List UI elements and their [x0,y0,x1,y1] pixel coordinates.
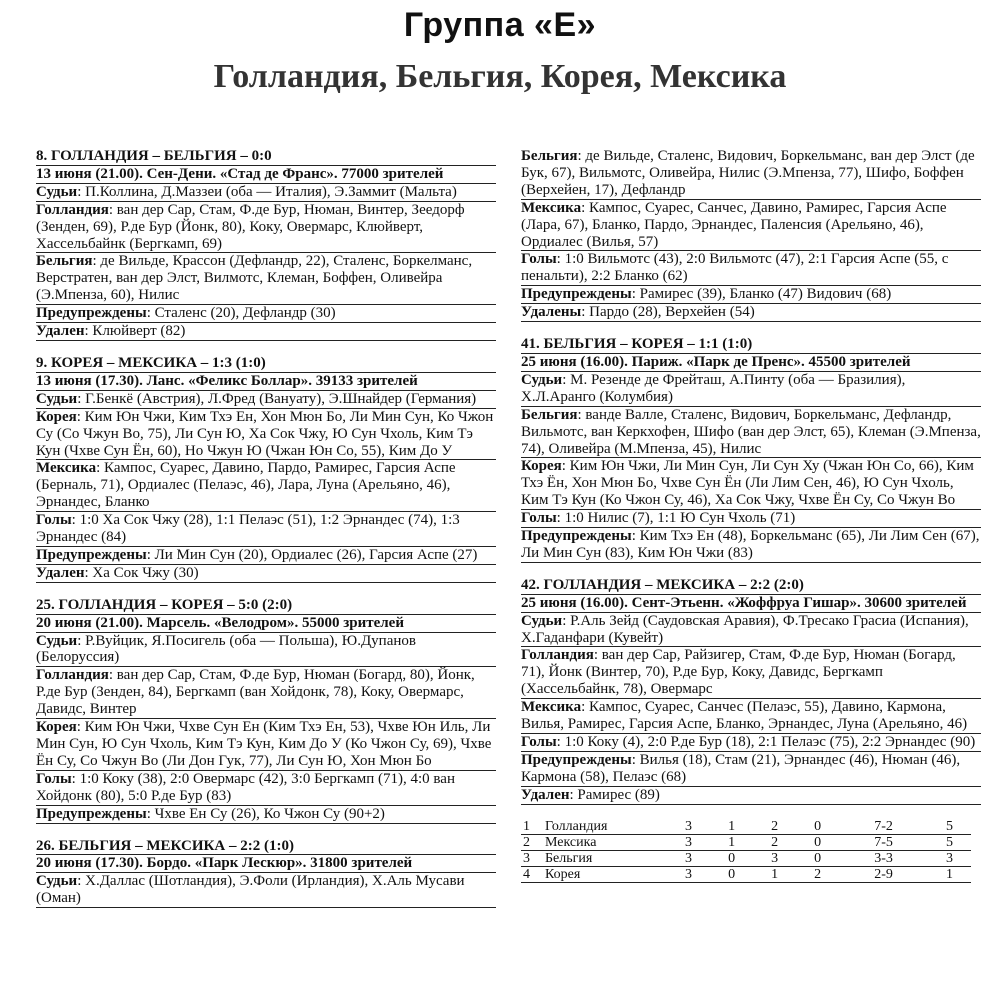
line-label: Голландия [36,201,109,218]
match-header: 25. ГОЛЛАНДИЯ – КОРЕЯ – 5:0 (2:0) [36,597,496,615]
standings-row [521,850,971,866]
match-line [36,323,496,341]
page-title: Группа «Е» [403,6,597,44]
standings-cell: 3 [753,850,796,866]
match-line [36,253,496,305]
line-label: Удален [36,323,85,340]
match-venue: 20 июня (17.30). Бордо. «Парк Лескюр». 31800 зрителей [36,855,496,873]
standings-cell: 1 [710,834,753,850]
standings-cell: 0 [710,850,753,866]
match-line [521,148,981,200]
match-line [521,200,981,252]
line-text: : Клюйверт (82) [84,323,186,340]
match-line [36,305,496,323]
standings-cell: 2-9 [839,866,928,882]
line-text: : Рамирес (89) [569,786,660,803]
standings-cell: 1 [521,819,543,835]
line-text: : Р.Вуйцик, Я.Посигель (оба — Польша), Ю.Дупанов (Белоруссия) [36,632,416,666]
line-text: : 1:0 Ха Сок Чжу (28), 1:1 Пелаэс (51), 1:2 Эрнандес (74), 1:3 Эрнандес (84) [36,512,460,546]
standings-table [521,819,971,883]
line-text: : Чхве Ен Су (26), Ко Чжон Су (90+2) [146,805,385,822]
match-header: 8. ГОЛЛАНДИЯ – БЕЛЬГИЯ – 0:0 [36,148,496,166]
match-line [36,806,496,824]
standings-cell: 3 [667,850,710,866]
standings-row [521,819,971,835]
match-line [36,202,496,254]
line-text: : Ким Юн Чжи, Ли Мин Сун, Ли Сун Ху (Чжан Юн Со, 66), Ким Тхэ Ён, Хон Мюн Бо, Чхве Сун Ён (Ли Лим Сен, 46), Ю Сун Чхоль, Ким Тэ Кун (Ко Чжон Су, 46), Ха Сок Чжу, Чхве Ён Су, Со Чжун Во [521,458,974,509]
line-text: : Сталенс (20), Дефландр (30) [146,305,336,322]
line-text: : Вилья (18), Стам (21), Эрнандес (46), Нюман (46), Кармона (58), Пелаэс (68) [521,751,961,785]
line-label: Голы [36,512,72,529]
match-header: 9. КОРЕЯ – МЕКСИКА – 1:3 (1:0) [36,355,496,373]
standings-row [521,834,971,850]
standings-cell: 7-5 [839,834,928,850]
line-text: : де Вильде, Сталенс, Видович, Боркельманс, ван дер Элст (де Бук, 67), Вильмотс, Оливейра, Нилис (Э.Мпенза, 77), Шифо, Боффен (Верхейен, 17), Дефландр [521,148,975,198]
match-venue: 20 июня (21.00). Марсель. «Велодром». 55000 зрителей [36,615,496,633]
line-label: Бельгия [36,253,93,270]
line-text: : Кампос, Суарес, Санчес (Пелаэс, 55), Давино, Кармона, Вилья, Рамирес, Гарсия Аспе, Бланко, Эрнандес, Луна (Арельяно, 46) [521,699,968,733]
match-line [36,565,496,583]
match-block [521,148,981,322]
line-text: : М. Резенде де Фрейташ, А.Пинту (оба — Бразилия), Х.Л.Аранго (Колумбия) [521,371,906,405]
match-line [521,458,981,510]
match-line [36,409,496,461]
match-block [521,577,981,805]
line-label: Предупреждены [36,305,147,322]
line-text: : Кампос, Суарес, Санчес, Давино, Рамирес, Гарсия Аспе (Лара, 67), Бланко, Пардо, Эрнандес, Паленсия (Арельяно, 46), Ордиалес (Вилья, 57) [521,199,947,250]
standings-cell: Голландия [543,819,667,835]
line-text: : 1:0 Коку (4), 2:0 Р.де Бур (18), 2:1 Пелаэс (75), 2:2 Эрнандес (90) [556,734,976,750]
match-line [521,251,981,286]
match-venue: 13 июня (21.00). Сен-Дени. «Стад де Франс». 77000 зрителей [36,166,496,184]
line-text: : Х.Даллас (Шотландия), Э.Фоли (Ирландия), Х.Аль Мусави (Оман) [36,873,465,907]
line-label: Голы [36,770,72,787]
standings-cell: 3 [667,834,710,850]
standings-cell: Мексика [543,834,667,850]
match-venue: 25 июня (16.00). Париж. «Парк де Пренс». 45500 зрителей [521,354,981,372]
standings-cell: 0 [796,834,839,850]
left-column [36,148,496,922]
match-line [521,528,981,563]
match-line [36,667,496,719]
line-label: Судьи [36,632,78,649]
page-subtitle: Голландия, Бельгия, Корея, Мексика [213,58,787,95]
standings-cell: 2 [796,866,839,882]
match-line [36,391,496,409]
match-line [36,184,496,202]
match-line [36,719,496,771]
match-line [36,873,496,908]
standings-cell: Корея [543,866,667,882]
line-text: : Кампос, Суарес, Давино, Пардо, Рамирес, Гарсия Аспе (Берналь, 71), Ордиалес (Пелаэс, 46), Лара, Луна (Арельяно, 46), Эрнандес, Бланко [36,460,456,511]
line-text: : Ким Тхэ Ен (48), Боркельманс (65), Ли Лим Сен (67), Ли Мин Сун (83), Ким Юн Чжи (83) [521,528,980,561]
line-label: Судьи [36,183,78,200]
standings-cell: 3 [521,850,543,866]
line-text: : де Вильде, Крассон (Дефландр, 22), Сталенс, Боркелманс, Верстратен, ван дер Элст, Вилмотс, Клеман, Боффен, Оливейра (Э.Мпенза, 60), Нилис [36,253,473,304]
standings-cell: 3 [928,850,971,866]
line-label: Бельгия [521,406,578,423]
match-line [521,699,981,734]
match-line [521,647,981,699]
line-text: : Ким Юн Чжи, Ким Тхэ Ен, Хон Мюн Бо, Ли Мин Сун, Ко Чжон Су (Со Чжун Во, 75), Ли Сун Ю, Ха Сок Чжу, Ю Сун Чхоль, Ким Тэ Кун (Чхве Сун Ён, 60), Но Чжун Ю (Чжан Юн Со, 55), Ким До У [36,408,494,459]
standings-cell: 1 [753,866,796,882]
line-text: : Рамирес (39), Бланко (47) Видович (68) [631,286,892,303]
match-header: 42. ГОЛЛАНДИЯ – МЕКСИКА – 2:2 (2:0) [521,577,981,595]
line-text: : Г.Бенкё (Австрия), Л.Фред (Вануату), Э.Шнайдер (Германия) [77,390,477,407]
standings-cell: 4 [521,866,543,882]
line-text: : 1:0 Нилис (7), 1:1 Ю Сун Чхоль (71) [556,510,796,527]
standings-cell: 0 [710,866,753,882]
line-label: Мексика [521,699,582,716]
match-line [521,407,981,459]
line-label: Удалены [521,304,582,321]
line-label: Судьи [36,390,78,407]
match-venue: 13 июня (17.30). Ланс. «Феликс Боллар». 39133 зрителей [36,373,496,391]
line-label: Удален [521,786,570,803]
standings-cell: 2 [753,834,796,850]
line-label: Предупреждены [36,805,147,822]
match-block [521,336,981,563]
standings-cell: 7-2 [839,819,928,835]
match-block [36,597,496,824]
line-label: Предупреждены [521,286,632,303]
standings-cell: 5 [928,819,971,835]
line-text: : Р.Аль Зейд (Саудовская Аравия), Ф.Тресако Грасиа (Испания), Х.Гаданфари (Кувейт) [521,612,969,646]
standings-cell: 0 [796,819,839,835]
line-label: Корея [36,719,77,736]
line-text: : П.Коллина, Д.Маззеи (оба — Италия), Э.Заммит (Мальта) [77,183,457,200]
match-line [521,510,981,528]
line-label: Корея [36,408,77,425]
line-label: Бельгия [521,148,578,164]
line-text: : Ли Мин Сун (20), Ордиалес (26), Гарсия Аспе (27) [146,546,478,563]
match-header: 26. БЕЛЬГИЯ – МЕКСИКА – 2:2 (1:0) [36,838,496,856]
match-block [36,148,496,341]
line-text: : Ха Сок Чжу (30) [84,564,199,581]
line-label: Предупреждены [521,528,632,545]
standings-cell: 1 [710,819,753,835]
match-block [36,355,496,583]
standings-cell: Бельгия [543,850,667,866]
line-label: Судьи [521,371,563,388]
line-label: Предупреждены [521,751,632,768]
line-label: Судьи [36,873,78,890]
standings-cell: 3-3 [839,850,928,866]
line-text: : Ким Юн Чжи, Чхве Сун Ен (Ким Тхэ Ен, 53), Чхве Юн Иль, Ли Мин Сун, Ю Сун Чхоль, Ким Тэ Кун, Ким До У (Ко Чжон Су, 69), Чхве Ён Су, Со Чжун Во (Ли Дон Гук, 77), Ли Сун Ю, Хон Мюн Бо [36,719,492,769]
standings-cell: 0 [796,850,839,866]
match-venue: 25 июня (16.00). Сент-Этьенн. «Жоффруа Гишар». 30600 зрителей [521,595,981,613]
match-line [36,633,496,668]
match-line [521,734,981,752]
match-line [36,547,496,565]
line-label: Голландия [36,667,109,684]
match-line [521,787,981,805]
standings-row [521,866,971,882]
line-label: Голы [521,510,557,527]
line-label: Голландия [521,647,594,664]
line-text: : ванде Валле, Сталенс, Видович, Боркельманс, Дефландр, Вильмотс, ван Керкхофен, Шифо (ван дер Элст, 65), Клеман (Э.Мпенза, 74), Оливейра (М.Мпенза, 45), Нилис [521,406,981,457]
line-text: : 1:0 Коку (38), 2:0 Овермарс (42), 3:0 Бергкамп (71), 4:0 ван Хойдонк (80), 5:0 Р.де Бур (83) [36,770,455,804]
line-label: Корея [521,458,562,475]
match-line [36,771,496,806]
standings-cell: 5 [928,834,971,850]
standings-cell: 3 [667,866,710,882]
standings-cell: 1 [928,866,971,882]
line-text: : ван дер Сар, Райзигер, Стам, Ф.де Бур, Нюман (Богард, 71), Йонк (Винтер, 70), Р.де Бур, Коку, Давидс, Бергкамп (Хассельбайнк, 78), Овермарс [521,647,956,698]
match-line [521,372,981,407]
line-label: Мексика [36,460,97,477]
line-label: Голы [521,734,557,750]
standings-cell: 2 [753,819,796,835]
match-line [36,512,496,547]
line-label: Голы [521,251,557,268]
line-label: Мексика [521,199,582,216]
standings-cell: 3 [667,819,710,835]
line-label: Предупреждены [36,546,147,563]
standings-cell: 2 [521,834,543,850]
match-header: 41. БЕЛЬГИЯ – КОРЕЯ – 1:1 (1:0) [521,336,981,354]
match-block [36,838,496,909]
right-column [521,148,981,883]
line-label: Удален [36,564,85,581]
match-line [521,613,981,648]
line-label: Судьи [521,612,563,629]
match-line [521,286,981,304]
line-text: : Пардо (28), Верхейен (54) [581,304,755,321]
match-line [521,304,981,322]
line-text: : ван дер Сар, Стам, Ф.де Бур, Нюман (Богард, 80), Йонк, Р.де Бур (Зенден, 84), Бергкамп (ван Хойдонк, 78), Коку, Овермарс, Давидс, Винтер [36,667,475,718]
match-line [36,460,496,512]
line-text: : ван дер Сар, Стам, Ф.де Бур, Нюман, Винтер, Зеедорф (Зенден, 69), Р.де Бур (Йонк, 80), Коку, Овермарс, Клюйверт, Хассельбайнк (Бергкамп, 69) [36,201,465,252]
match-line [521,752,981,787]
line-text: : 1:0 Вильмотс (43), 2:0 Вильмотс (47), 2:1 Гарсия Аспе (55, с пенальти), 2:2 Бланко (62) [521,251,949,285]
